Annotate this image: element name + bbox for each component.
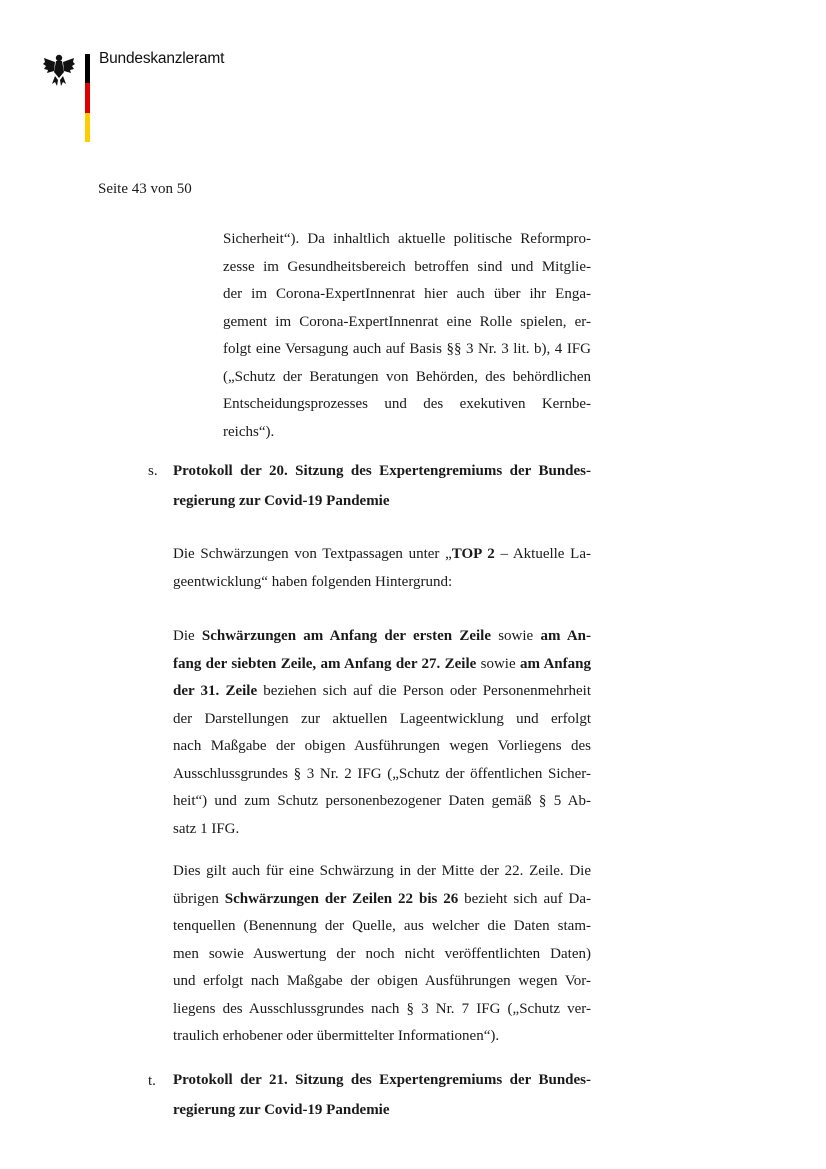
text-line: Entscheidungsprozesses und des exekutiven Kernbe- [223, 396, 591, 412]
bold-run: Schwärzungen am Anfang der ersten Zeile [201, 628, 491, 644]
text-line: liegens des Ausschlussgrundes nach § 3 Nr. 7 IFG („Schutz ver- [173, 1000, 591, 1017]
organization-name: Bundeskanzleramt [99, 50, 225, 67]
text-line: traulich erhobener oder übermittelter Informationen“). [173, 1028, 500, 1044]
bold-run: fang der siebten Zeile, am Anfang der 27. Zeile [173, 655, 477, 672]
paragraph-top2-intro [173, 541, 591, 596]
text-run: bezieht sich auf Da- [458, 890, 592, 907]
item-letter-s: s. [148, 463, 158, 479]
text-run: Die Schwärzungen von Textpassagen unter „ [173, 546, 452, 562]
federal-eagle-icon [42, 52, 76, 88]
paragraph-redaction-details [173, 623, 591, 843]
title-line: regierung zur Covid-19 Pandemie [173, 492, 390, 509]
text-run: beziehen sich auf die Person oder Personenmehrheit [257, 683, 591, 699]
text-line: Sicherheit“). Da inhaltlich aktuelle politische Reformpro- [223, 231, 591, 247]
bold-run: Schwärzungen der Zeilen 22 bis 26 [224, 890, 459, 907]
title-line: Protokoll der 21. Sitzung des Expertengremiums der Bundes- [173, 1072, 591, 1088]
text-line: heit“) und zum Schutz personenbezogener Daten gemäß § 5 Ab- [173, 793, 591, 809]
text-line: der im Corona-ExpertInnenrat hier auch über ihr Enga- [223, 286, 591, 302]
text-line: Dies gilt auch für eine Schwärzung in der Mitte der 22. Zeile. Die [173, 863, 591, 879]
text-line: men sowie Auswertung der noch nicht veröffentlichten Daten) [173, 945, 591, 962]
text-line: und erfolgt nach Maßgabe der obigen Ausführungen wegen Vor- [173, 973, 591, 989]
title-line: regierung zur Covid-19 Pandemie [173, 1101, 390, 1118]
text-line [173, 651, 591, 679]
title-line: Protokoll der 20. Sitzung des Expertengremiums der Bundes- [173, 463, 591, 479]
text-line [173, 541, 591, 569]
text-line: gement im Corona-ExpertInnenrat eine Rolle spielen, er- [223, 313, 591, 330]
paragraph-data-sources [173, 858, 591, 1051]
text-line: tenquellen (Benennung der Quelle, aus welcher die Daten stam- [173, 918, 591, 934]
page-number: Seite 43 von 50 [98, 181, 192, 197]
text-run: Die [173, 628, 202, 644]
text-line [173, 886, 591, 914]
continuation-paragraph [223, 226, 591, 446]
item-title-s [173, 457, 591, 516]
text-line: der Darstellungen zur aktuellen Lageentwicklung und erfolgt [173, 710, 591, 727]
bold-run: am Anfang [519, 655, 591, 672]
text-run: – Aktuelle La- [494, 546, 591, 562]
text-line: zesse im Gesundheitsbereich betroffen sind und Mitglie- [223, 258, 591, 275]
text-line: geentwicklung“ haben folgenden Hintergrund: [173, 573, 453, 590]
item-letter-t: t. [148, 1073, 156, 1089]
text-line [173, 623, 591, 651]
bold-run: der 31. Zeile [173, 683, 258, 699]
text-line: Ausschlussgrundes § 3 Nr. 2 IFG („Schutz der öffentlichen Sicher- [173, 765, 591, 782]
text-run: sowie [476, 655, 520, 672]
text-line: („Schutz der Beratungen von Behörden, des behördlichen [223, 368, 591, 385]
text-line: nach Maßgabe der obigen Ausführungen wegen Vorliegens des [173, 738, 591, 754]
bold-run: am An- [540, 628, 591, 644]
item-title-t [173, 1066, 591, 1125]
text-run: sowie [491, 628, 541, 644]
text-line: reichs“). [223, 423, 275, 440]
text-line [173, 678, 591, 706]
bold-run: TOP 2 [451, 546, 495, 562]
national-colors-bar [85, 54, 90, 142]
text-line: folgt eine Versagung auch auf Basis §§ 3 Nr. 3 lit. b), 4 IFG [223, 341, 591, 357]
text-line: satz 1 IFG. [173, 820, 240, 837]
text-run: übrigen [173, 890, 225, 907]
